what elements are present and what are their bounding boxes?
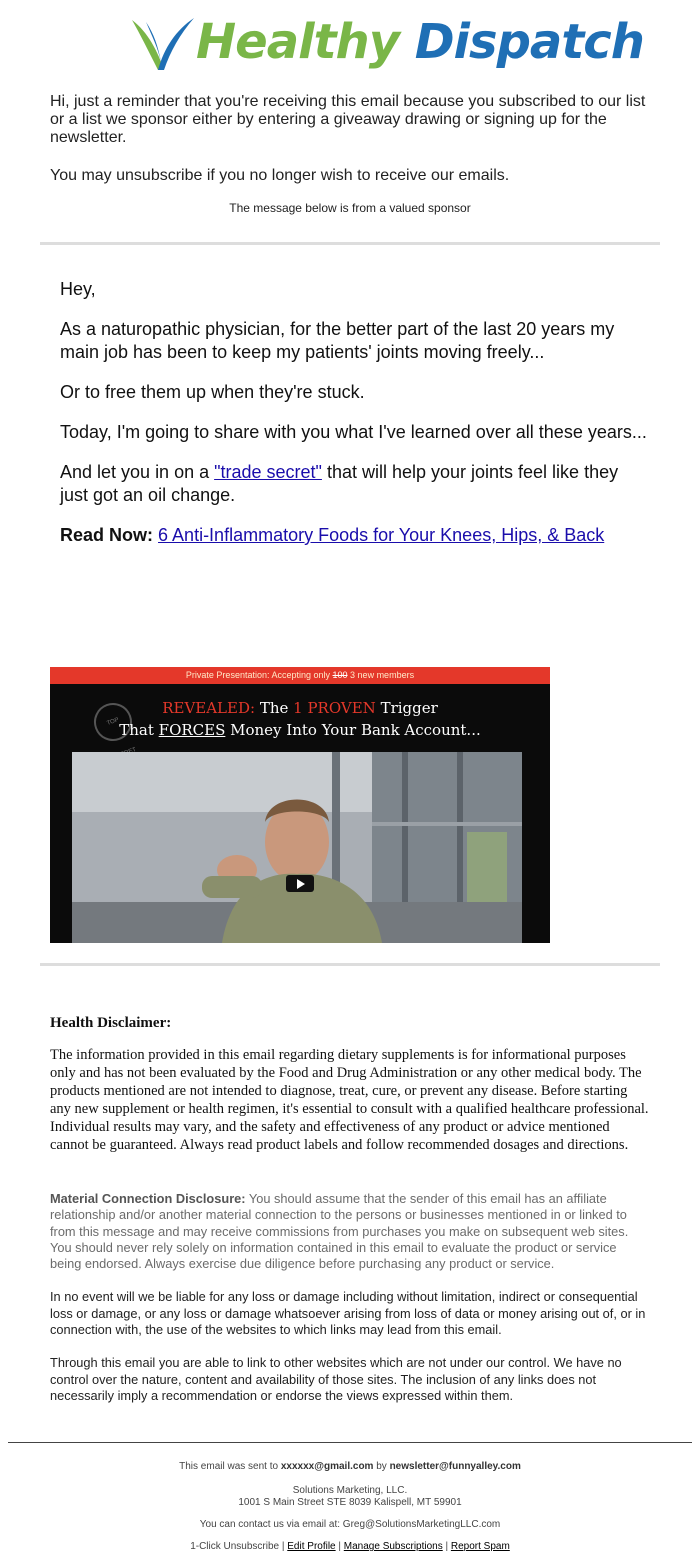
play-icon[interactable]: [286, 875, 314, 892]
health-disclaimer: [50, 1014, 650, 1154]
brand-word-dispatch: Dispatch: [414, 14, 644, 70]
promo-head-forces: FORCES: [158, 721, 226, 739]
read-now-label: Read Now:: [60, 525, 154, 545]
promo-bar-strike: 100: [332, 670, 348, 680]
material-connection-label: Material Connection Disclosure:: [50, 1191, 246, 1206]
promo-head-text: The: [255, 699, 294, 717]
message-paragraph: Today, I'm going to share with you what I've learned over all these years...: [60, 422, 647, 442]
promo-head-text: That: [119, 721, 159, 739]
sponsor-note: The message below is from a valued sponsor: [229, 201, 471, 215]
read-now-line: [60, 524, 650, 547]
trade-secret-link[interactable]: "trade secret": [214, 462, 322, 482]
footer-separator: |: [442, 1541, 451, 1552]
video-thumbnail[interactable]: [72, 752, 522, 943]
material-connection-disclosure: [50, 1191, 650, 1272]
brand-leaf-icon: [128, 12, 198, 76]
one-click-unsubscribe[interactable]: 1-Click Unsubscribe: [190, 1541, 280, 1552]
greeting: Hey,: [60, 279, 96, 299]
brand-logo: [128, 8, 644, 80]
liability-notice: In no event will we be liable for any loss or damage including without limitation, indirect or consequential loss or damage, or any loss or damage whatsoever arising from loss of data or money arising out of, or in connection with, the use of the websites to which links may lead from this email.: [50, 1289, 646, 1338]
promo-head-revealed: REVEALED:: [162, 699, 256, 717]
edit-profile-link[interactable]: Edit Profile: [287, 1541, 336, 1552]
message-text: And let you in on a: [60, 462, 215, 482]
promo-video-banner[interactable]: [50, 667, 550, 943]
promo-head-text: Money Into Your Bank Account...: [225, 721, 481, 739]
disclaimer-text: The information provided in this email regarding dietary supplements is for informational purposes only and has not been evaluated by the Food and Drug Administration or any other medical body. The products mentioned are not intended to diagnose, treat, cure, or prevent any disease. Before starting any new supplement or health regimen, it's essential to consult with a qualified healthcare professional. Individual results may vary, and the safety and effectiveness of any product or advice mentioned cannot be guaranteed. Always read product labels and follow recommended dosages and directions.: [50, 1047, 649, 1153]
read-now-link[interactable]: 6 Anti-Inflammatory Foods for Your Knees, Hips, & Back: [158, 525, 605, 545]
material-connection-text: You should assume that the sender of this email has an affiliate relationship and/or another material connection to the persons or businesses mentioned in or linked to from this message and may receive commissions from purchases you make on subsequent web sites. You should never rely solely on information contained in this email to evaluate the product or service being endorsed. Always exercise due diligence before purchasing any product or service.: [50, 1191, 629, 1272]
divider: [40, 963, 660, 966]
promo-bar-text: 3 new members: [347, 670, 415, 680]
footer-text: This email was sent to: [179, 1461, 281, 1472]
intro-unsubscribe-note: You may unsubscribe if you no longer wish to receive our emails.: [50, 167, 510, 184]
promo-head-proven: 1 PROVEN: [293, 699, 376, 717]
legal-section: [50, 1191, 650, 1421]
promo-top-bar: [50, 667, 550, 684]
disclaimer-title: Health Disclaimer:: [50, 1015, 172, 1031]
footer-company: Solutions Marketing, LLC.: [292, 1485, 408, 1496]
message-paragraph: Or to free them up when they're stuck.: [60, 382, 365, 402]
footer-address: 1001 S Main Street STE 8039 Kalispell, MT 59901: [238, 1497, 462, 1508]
brand-word-healthy: Healthy: [196, 14, 399, 70]
intro-subscription-note: Hi, just a reminder that you're receiving this email because you subscribed to our list or a list we sponsor either by entering a giveaway drawing or signing up for the newsletter.: [50, 93, 646, 146]
footer-separator: |: [335, 1541, 344, 1552]
promo-headline: [50, 697, 550, 741]
footer-contact: You can contact us via email at: Greg@SolutionsMarketingLLC.com: [199, 1519, 501, 1530]
footer-links: [0, 1541, 700, 1553]
message-paragraph: [60, 461, 650, 507]
sender-email: newsletter@funnyalley.com: [389, 1461, 521, 1472]
intro-section: [50, 93, 660, 185]
footer-divider: [8, 1442, 692, 1443]
video-scene-image: [72, 752, 522, 943]
divider: [40, 242, 660, 245]
recipient-email: xxxxxx@gmail.com: [280, 1461, 374, 1472]
message-text: that will help your joints feel like they just got an oil change.: [60, 462, 619, 505]
promo-bar-text: Private Presentation: Accepting only: [185, 670, 333, 680]
report-spam-link[interactable]: Report Spam: [450, 1541, 510, 1552]
brand-wordmark: [196, 12, 644, 72]
external-links-notice: Through this email you are able to link to other websites which are not under our control. We have no control over the nature, content and availability of those sites. The inclusion of any links does not necessarily imply a recommendation or endorse the views expressed within them.: [50, 1355, 622, 1403]
top-secret-seal-icon: TOP: [89, 698, 138, 747]
promo-head-text: Trigger: [375, 699, 438, 717]
footer-separator: |: [279, 1541, 288, 1552]
manage-subscriptions-link[interactable]: Manage Subscriptions: [343, 1541, 443, 1552]
footer-sent-to: [0, 1461, 700, 1473]
sponsor-message: [60, 278, 650, 564]
message-paragraph: As a naturopathic physician, for the better part of the last 20 years my main job has been to keep my patients' joints moving freely...: [60, 319, 615, 362]
footer-text: by: [373, 1461, 390, 1472]
